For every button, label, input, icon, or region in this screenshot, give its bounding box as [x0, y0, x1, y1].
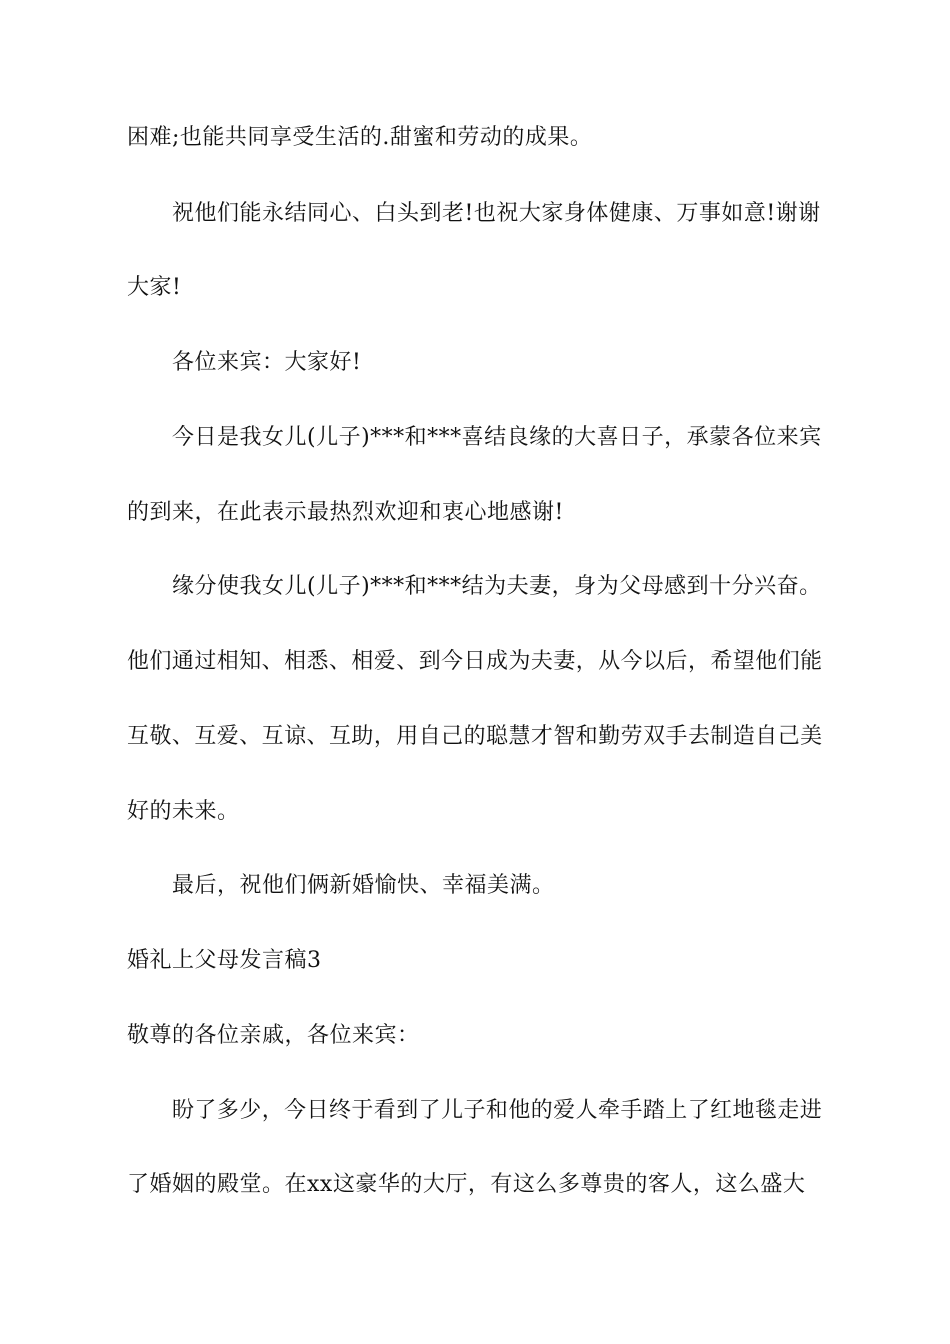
text-line: 的到来，在此表示最热烈欢迎和衷心地感谢!	[127, 500, 564, 525]
text-line: 互敬、互爱、互谅、互助，用自己的聪慧才智和勤劳双手去制造自己美	[127, 724, 823, 749]
text-line: 祝他们能永结同心、白头到老!也祝大家身体健康、万事如意!谢谢	[172, 201, 821, 226]
text-line: 他们通过相知、相悉、相爱、到今日成为夫妻，从今以后，希望他们能	[127, 649, 823, 674]
text-line: 缘分使我女儿(儿子)***和***结为夫妻，身为父母感到十分兴奋。	[172, 574, 822, 599]
text-line: 困难;也能共同享受生活的.甜蜜和劳动的成果。	[127, 125, 593, 150]
text-line: 盼了多少，今日终于看到了儿子和他的爱人牵手踏上了红地毯走进	[172, 1098, 823, 1123]
text-line: 大家!	[127, 275, 182, 300]
text-line: 今日是我女儿(儿子)***和***喜结良缘的大喜日子，承蒙各位来宾	[172, 425, 822, 450]
text-line: 好的未来。	[127, 799, 240, 824]
salutation: 敬尊的各位亲戚，各位来宾：	[127, 1023, 420, 1048]
text-line: 最后，祝他们俩新婚愉快、幸福美满。	[172, 873, 555, 898]
text-line: 各位来宾：大家好!	[172, 350, 362, 375]
text-line: 了婚姻的殿堂。在xx这豪华的大厅，有这么多尊贵的客人，这么盛大	[127, 1172, 806, 1197]
section-heading: 婚礼上父母发言稿3	[127, 948, 322, 973]
